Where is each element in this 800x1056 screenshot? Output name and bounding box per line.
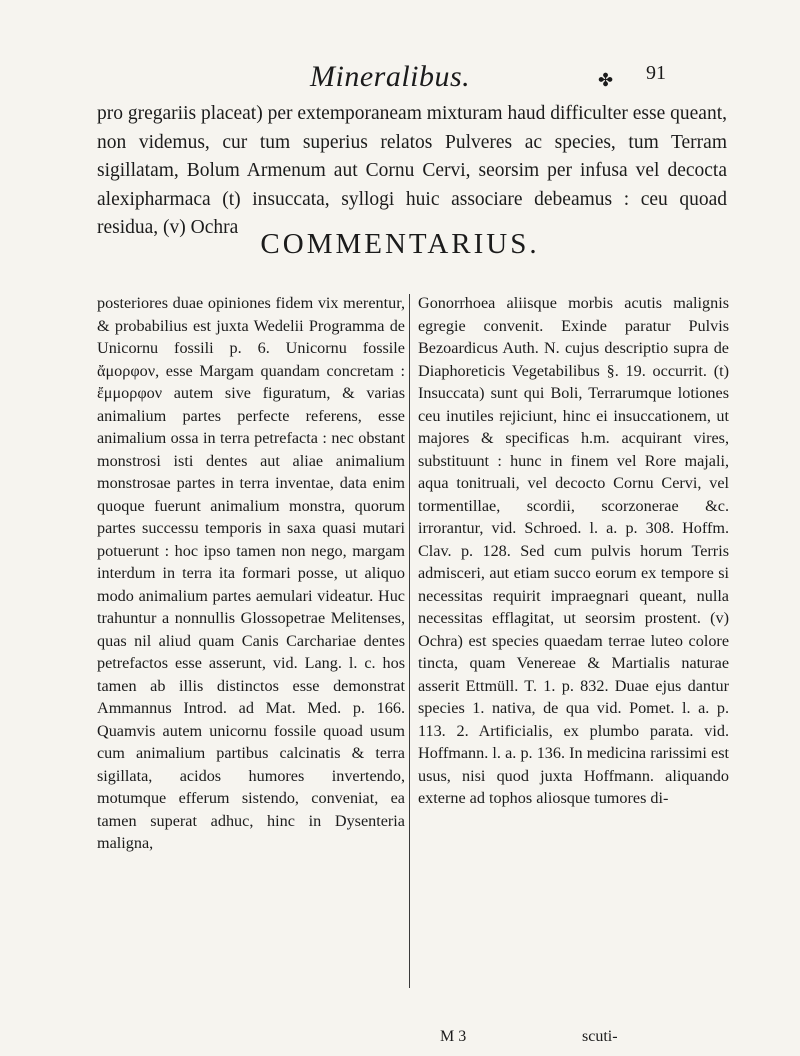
right-column-text: Gonorrhoea aliisque morbis acutis malignis egregie convenit. Exinde paratur Pulvis Bezoardicus Auth. N. cujus descriptio supra de Diaphoreticis Vegetabilibus §. 19. occurrit. (t) Insuccata) sunt qui Boli, Terrarumque lotiones ceu inutiles rejiciunt, hinc ei insuccationem, ut majores & specificas h.m. acquirant vires, substituunt : hunc in finem vel Rore majali, aqua tonitruali, vel decocto Cornu Cervi, vel tormentillae, scordii, scorzonerae &c. irrorantur, vid. Schroed. l. a. p. 308. Hoffm. Clav. p. 128. Sed cum pulvis horum Terris admisceri, aut etiam succo eorum ex tempore si necessitas requirit impraegnari queant, nulla necessitas efflagitat, ut seorsim prostent. (v) Ochra) est species quaedam terrae luteo colore tincta, quam Venereae & Martialis naturae asserit Ettmüll. T. 1. p. 832. Duae ejus dantur species 1. nativa, de qua vid. Pomet. l. a. p. 113. 2. Artificialis, ex plumbo parata. vid. Hoffmann. l. a. p. 136. In medicina rarissimi est usus, nisi quod juxta Hoffmann. aliquando externe ad tophos aliosque tumores di- bbox=[418, 294, 729, 807]
signature-mark: M 3 bbox=[440, 1028, 467, 1045]
running-title: Mineralibus. bbox=[310, 60, 471, 93]
main-paragraph: pro gregariis placeat) per extemporaneam mixturam haud difficulter esse queant, non videmus, cur tum superius relatos Pulveres ac species, tum Terram sigillatam, Bolum Armenum aut Cornu Cervi, seorsim per infusa vel decocta alexipharmaca (t) insuccata, syllogi huic associare debeamus : ceu quoad residua, (v) Ochra bbox=[97, 103, 727, 238]
left-column-text: posteriores duae opiniones fidem vix merentur, & probabilius est juxta Wedelii Programma de Unicornu fossili p. 6. Unicornu fossile ἄμορφον, esse Margam quandam concretam : ἔμμορφον autem sive figuratum, & varias animalium partes perfecte referens, esse animalium ossa in terra petrefacta : nec obstant monstrosi isti dentes aut aliae animalium monstrosae partes in terra inventae, data enim quoque fuerunt animalium monstra, quorum partes successu temporis in saxa quasi mutari potuerunt : hoc ipso tamen non nego, margam interdum in terra ita formari posse, ut aliquo modo animalium partes aemulari videatur. Huc trahuntur a nonnullis Glossopetrae Melitenses, quas nil aliud quam Canis Carchariae dentes petrefactos esse asserunt, vid. Lang. l. c. hos tamen ab illis distinctos esse demonstrat Ammannus Introd. ad Mat. Med. p. 166. Quamvis autem unicornu fossile quoad usum cum animalium partibus calcinatis & terra sigillata, acidos humores invertendo, motumque efferum sistendo, conveniat, ea tamen superat adhuc, hinc in Dysenteria maligna, bbox=[97, 294, 405, 852]
fleuron-icon: ✤ bbox=[598, 70, 614, 91]
running-head bbox=[0, 60, 800, 100]
left-column bbox=[97, 292, 405, 855]
commentary-columns bbox=[97, 292, 729, 1012]
main-text bbox=[97, 100, 727, 243]
catchword: scuti- bbox=[582, 1028, 618, 1045]
page-number: 91 bbox=[646, 62, 666, 84]
column-divider bbox=[409, 294, 410, 988]
section-heading: COMMENTARIUS. bbox=[260, 228, 540, 260]
right-column bbox=[418, 292, 729, 810]
